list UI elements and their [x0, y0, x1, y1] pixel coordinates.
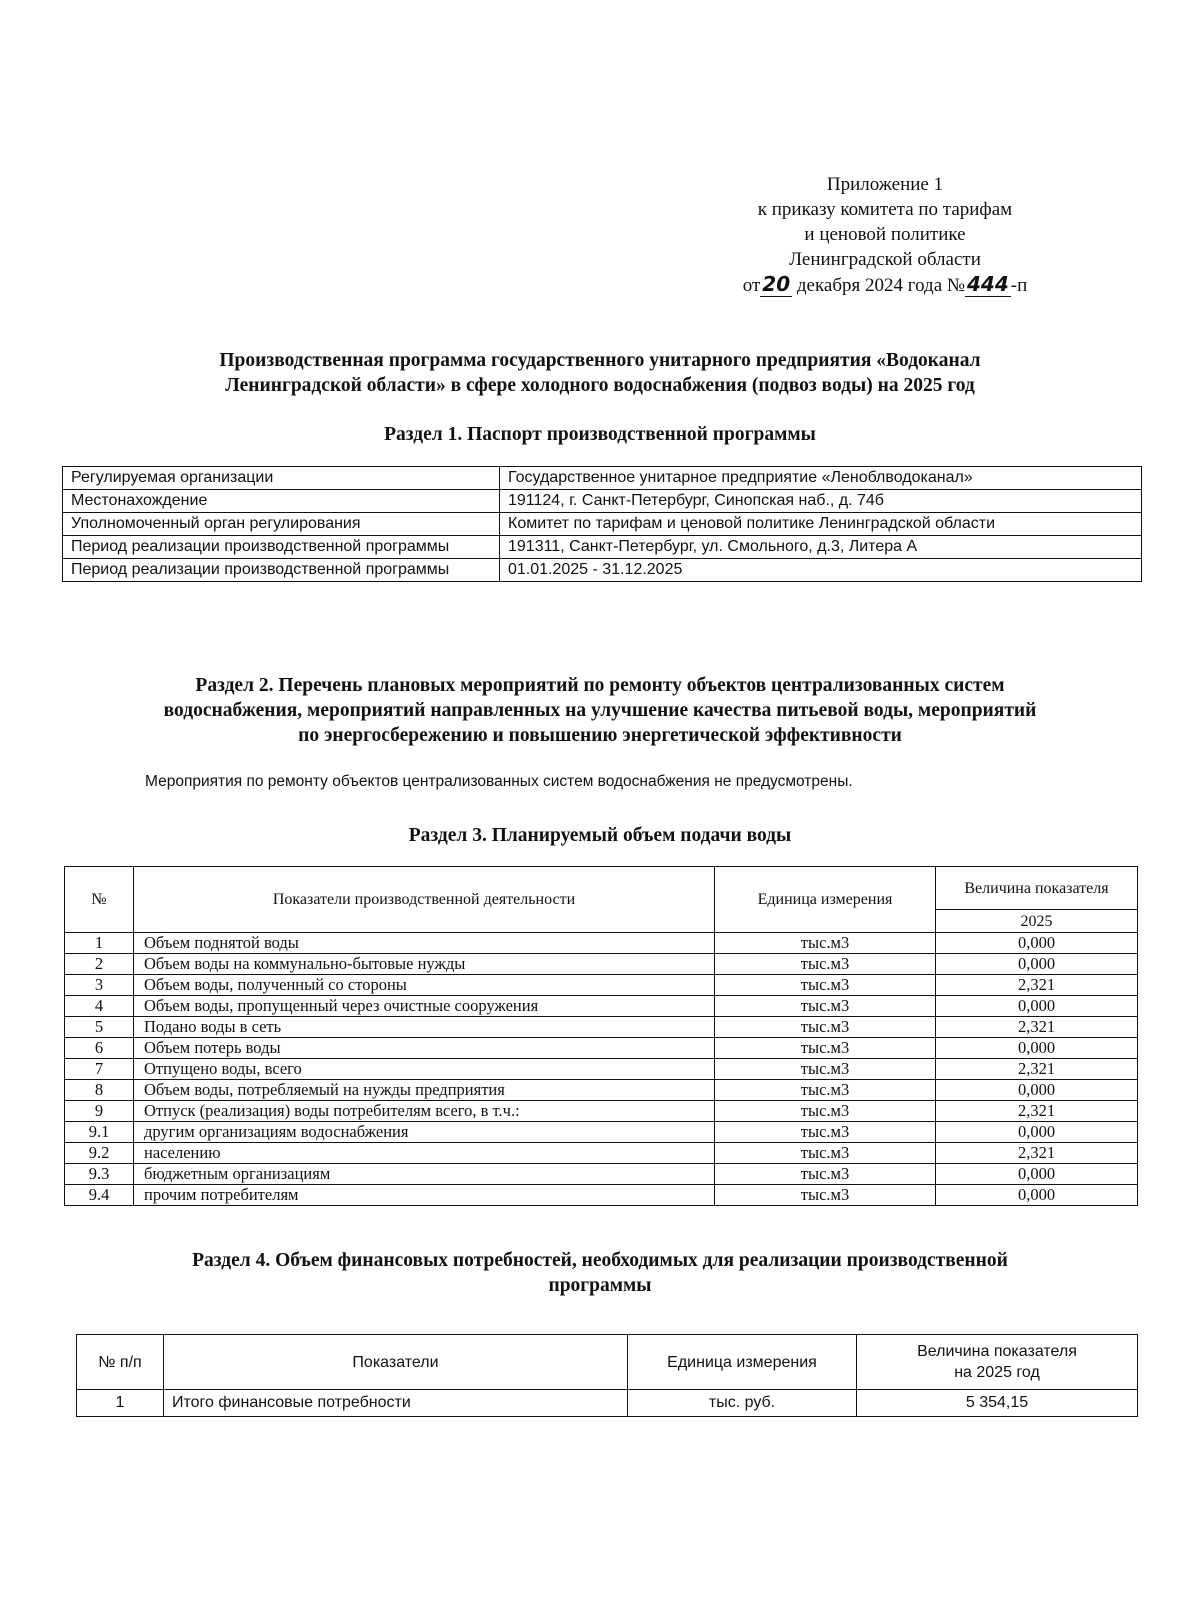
table-row	[65, 1122, 1138, 1143]
table-row	[65, 933, 1138, 954]
cell-num: 9.2	[65, 1143, 134, 1164]
passport-value: 191311, Санкт-Петербург, ул. Смольного, д.3, Литера А	[500, 536, 1142, 559]
cell-unit: тыс.м3	[715, 996, 936, 1017]
table-row	[77, 1390, 1138, 1417]
date-middle: декабря 2024 года №	[792, 275, 966, 296]
passport-key: Период реализации производственной программы	[63, 559, 500, 582]
handwritten-number: 444	[967, 272, 1009, 296]
table-row	[63, 513, 1142, 536]
date-prefix: от	[742, 275, 761, 296]
appendix-line: и ценовой политике	[804, 224, 966, 245]
cell-value: 0,000	[936, 1185, 1138, 1206]
passport-value: 191124, г. Санкт-Петербург, Синопская наб., д. 74б	[500, 490, 1142, 513]
cell-value: 5 354,15	[857, 1390, 1138, 1417]
cell-unit: тыс.м3	[715, 1080, 936, 1101]
cell-value: 0,000	[936, 1080, 1138, 1101]
table-row	[65, 1185, 1138, 1206]
cell-indicator: Объем воды на коммунально-бытовые нужды	[134, 954, 715, 975]
appendix-header	[690, 172, 1080, 298]
section3-title: Раздел 3. Планируемый объем подачи воды	[408, 825, 792, 846]
cell-num: 9.3	[65, 1164, 134, 1185]
col-header-value-line: на 2025 год	[954, 1364, 1040, 1381]
program-title	[60, 348, 1140, 398]
cell-indicator: Отпущено воды, всего	[134, 1059, 715, 1080]
cell-num: 9.4	[65, 1185, 134, 1206]
cell-unit: тыс.м3	[715, 954, 936, 975]
col-header-unit: Единица измерения	[628, 1335, 857, 1390]
cell-indicator: Объем воды, потребляемый на нужды предприятия	[134, 1080, 715, 1101]
cell-num: 1	[65, 933, 134, 954]
table-row	[65, 1164, 1138, 1185]
section2-title-line: Раздел 2. Перечень плановых мероприятий по ремонту объектов централизованных систем	[195, 675, 1005, 696]
passport-table	[62, 466, 1142, 582]
cell-unit: тыс.м3	[715, 933, 936, 954]
col-header-unit: Единица измерения	[715, 867, 936, 933]
table-row	[65, 1059, 1138, 1080]
cell-indicator: Объем воды, полученный со стороны	[134, 975, 715, 996]
passport-value: Комитет по тарифам и ценовой политике Ленинградской области	[500, 513, 1142, 536]
section2-title-line: по энергосбережению и повышению энергетической эффективности	[298, 725, 902, 746]
water-supply-table	[64, 866, 1138, 1206]
cell-num: 7	[65, 1059, 134, 1080]
number-suffix: -п	[1010, 275, 1028, 296]
table-row	[63, 536, 1142, 559]
appendix-line: Приложение 1	[826, 174, 944, 195]
table-row	[63, 490, 1142, 513]
passport-value: Государственное унитарное предприятие «Леноблводоканал»	[500, 467, 1142, 490]
passport-key: Регулируемая организации	[63, 467, 500, 490]
section2-title	[50, 673, 1150, 748]
table-row	[65, 954, 1138, 975]
cell-value: 2,321	[936, 975, 1138, 996]
passport-value: 01.01.2025 - 31.12.2025	[500, 559, 1142, 582]
cell-unit: тыс.м3	[715, 1143, 936, 1164]
cell-num: 9	[65, 1101, 134, 1122]
col-header-num: № п/п	[77, 1335, 164, 1390]
section4-title-line: Раздел 4. Объем финансовых потребностей, необходимых для реализации производственной	[192, 1250, 1008, 1271]
section2-title-line: водоснабжения, мероприятий направленных на улучшение качества питьевой воды, мероприятий	[163, 700, 1037, 721]
cell-indicator: Отпуск (реализация) воды потребителям всего, в т.ч.:	[134, 1101, 715, 1122]
section4-title-line: программы	[548, 1275, 652, 1296]
table-row	[65, 1017, 1138, 1038]
cell-num: 2	[65, 954, 134, 975]
cell-unit: тыс.м3	[715, 1185, 936, 1206]
table-row	[65, 1101, 1138, 1122]
cell-num: 8	[65, 1080, 134, 1101]
cell-num: 1	[77, 1390, 164, 1417]
col-header-value: Величина показателя	[936, 867, 1138, 910]
cell-unit: тыс.м3	[715, 1038, 936, 1059]
cell-num: 6	[65, 1038, 134, 1059]
finance-table	[76, 1334, 1138, 1417]
cell-value: 2,321	[936, 1059, 1138, 1080]
title-line: Производственная программа государственного унитарного предприятия «Водоканал	[219, 350, 981, 371]
cell-value: 0,000	[936, 1122, 1138, 1143]
col-header-value	[857, 1335, 1138, 1390]
cell-num: 9.1	[65, 1122, 134, 1143]
cell-num: 3	[65, 975, 134, 996]
cell-value: 0,000	[936, 933, 1138, 954]
table-row	[63, 559, 1142, 582]
cell-value: 0,000	[936, 954, 1138, 975]
cell-indicator: другим организациям водоснабжения	[134, 1122, 715, 1143]
col-header-indicator: Показатели	[164, 1335, 628, 1390]
section2-note: Мероприятия по ремонту объектов централизованных систем водоснабжения не предусмотрены.	[145, 773, 853, 790]
table-row	[65, 1143, 1138, 1164]
cell-value: 2,321	[936, 1101, 1138, 1122]
cell-unit: тыс.м3	[715, 1122, 936, 1143]
cell-indicator: прочим потребителям	[134, 1185, 715, 1206]
cell-indicator: Подано воды в сеть	[134, 1017, 715, 1038]
table-row	[65, 1080, 1138, 1101]
section1-title: Раздел 1. Паспорт производственной программы	[384, 424, 816, 445]
col-header-indicator: Показатели производственной деятельности	[134, 867, 715, 933]
passport-key: Период реализации производственной программы	[63, 536, 500, 559]
cell-unit: тыс.м3	[715, 1059, 936, 1080]
cell-num: 5	[65, 1017, 134, 1038]
appendix-line: к приказу комитета по тарифам	[757, 199, 1013, 220]
table-row	[63, 467, 1142, 490]
handwritten-day: 20	[762, 272, 791, 296]
order-date-line	[690, 272, 1080, 298]
cell-value: 0,000	[936, 1038, 1138, 1059]
passport-key: Уполномоченный орган регулирования	[63, 513, 500, 536]
col-header-value-line: Величина показателя	[917, 1343, 1077, 1360]
title-line: Ленинградской области» в сфере холодного водоснабжения (подвоз воды) на 2025 год	[225, 375, 975, 396]
cell-indicator: бюджетным организациям	[134, 1164, 715, 1185]
cell-value: 0,000	[936, 1164, 1138, 1185]
cell-indicator: Объем воды, пропущенный через очистные сооружения	[134, 996, 715, 1017]
section4-title	[50, 1248, 1150, 1298]
cell-unit: тыс.м3	[715, 975, 936, 996]
cell-indicator: населению	[134, 1143, 715, 1164]
cell-unit: тыс.м3	[715, 1101, 936, 1122]
cell-unit: тыс. руб.	[628, 1390, 857, 1417]
cell-value: 2,321	[936, 1143, 1138, 1164]
cell-indicator: Объем поднятой воды	[134, 933, 715, 954]
passport-key: Местонахождение	[63, 490, 500, 513]
table-row	[65, 996, 1138, 1017]
table-row	[65, 975, 1138, 996]
cell-indicator: Итого финансовые потребности	[164, 1390, 628, 1417]
cell-value: 2,321	[936, 1017, 1138, 1038]
appendix-line: Ленинградской области	[789, 249, 981, 270]
cell-unit: тыс.м3	[715, 1017, 936, 1038]
cell-indicator: Объем потерь воды	[134, 1038, 715, 1059]
cell-num: 4	[65, 996, 134, 1017]
col-header-num: №	[65, 867, 134, 933]
table-row	[65, 1038, 1138, 1059]
cell-value: 0,000	[936, 996, 1138, 1017]
col-header-year: 2025	[936, 910, 1138, 933]
cell-unit: тыс.м3	[715, 1164, 936, 1185]
